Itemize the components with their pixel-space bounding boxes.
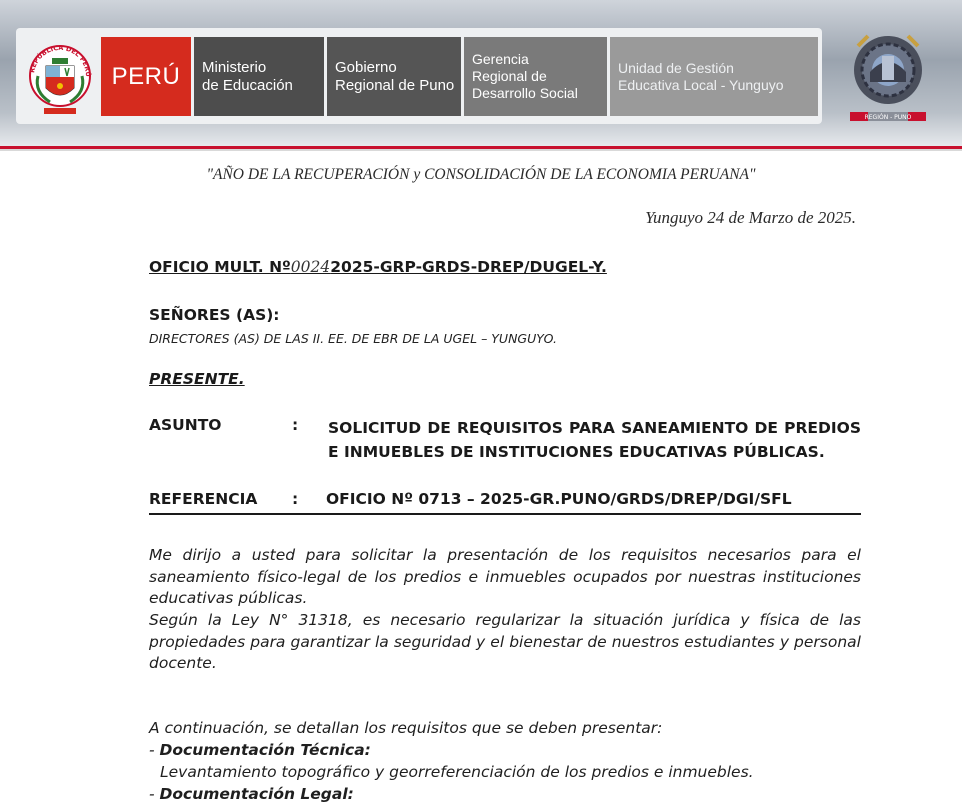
referencia-rule bbox=[149, 513, 861, 515]
oficio-suffix: 2025-GRP-GRDS-DREP/DUGEL-Y. bbox=[330, 258, 607, 276]
escudo-text: REPÚBLICA DEL PERÚ bbox=[28, 43, 93, 77]
referencia-text: OFICIO Nº 0713 – 2025-GR.PUNO/GRDS/DREP/DGI/SFL bbox=[326, 490, 792, 508]
presente-label: PRESENTE. bbox=[149, 370, 245, 388]
region-puno-logo-icon bbox=[840, 26, 936, 126]
ugel-box bbox=[610, 37, 818, 116]
ugel-line-1: Unidad de Gestión bbox=[618, 59, 734, 76]
ugel-line-2: Educativa Local - Yunguyo bbox=[618, 76, 784, 93]
minedu-line-1: Ministerio bbox=[202, 58, 267, 76]
peru-brand bbox=[101, 37, 191, 116]
minedu-box bbox=[194, 37, 324, 116]
gobierno-line-2: Regional de Puno bbox=[335, 76, 455, 94]
requirement-tecnica bbox=[149, 741, 371, 759]
oficio-handwritten-number: 0024 bbox=[290, 258, 331, 276]
gerencia-box bbox=[464, 37, 607, 116]
requirement-legal-title: Documentación Legal: bbox=[159, 785, 354, 803]
addressee-heading: SEÑORES (AS): bbox=[149, 306, 280, 324]
gerencia-line-1: Gerencia bbox=[472, 51, 529, 67]
referencia-label: REFERENCIA bbox=[149, 490, 258, 508]
region-label: REGIÓN - PUNO bbox=[864, 114, 912, 121]
asunto-colon: : bbox=[292, 416, 299, 434]
oficio-prefix: OFICIO MULT. Nº bbox=[149, 258, 291, 276]
body-paragraph-1: Me dirijo a usted para solicitar la presentación de los requisitos necesarios para el saneamiento físico-legal de los predios e inmuebles ocupados por nuestras instituciones educativas públicas. bbox=[149, 546, 861, 607]
list-dash: - bbox=[149, 741, 160, 759]
referencia-colon: : bbox=[292, 490, 299, 508]
body-paragraph-2: Según la Ley N° 31318, es necesario regularizar la situación jurídica y física de las propiedades para garantizar la seguridad y el bienestar de nuestros estudiantes y personal docente. bbox=[149, 611, 861, 672]
gerencia-line-2: Regional de bbox=[472, 68, 547, 84]
year-motto: "AÑO DE LA RECUPERACIÓN y CONSOLIDACIÓN DE LA ECONOMIA PERUANA" bbox=[206, 166, 756, 183]
requirement-legal bbox=[149, 785, 354, 803]
header-grey-rule bbox=[0, 149, 962, 151]
document-date: Yunguyo 24 de Marzo de 2025. bbox=[645, 208, 856, 227]
requirement-tecnica-detail: Levantamiento topográfico y georreferenciación de los predios e inmuebles. bbox=[160, 763, 754, 781]
asunto-text: SOLICITUD DE REQUISITOS PARA SANEAMIENTO DE PREDIOS E INMUEBLES DE INSTITUCIONES EDUCATIVAS PÚBLICAS. bbox=[328, 419, 861, 461]
addressee-detail: DIRECTORES (AS) DE LAS II. EE. DE EBR DE LA UGEL – YUNGUYO. bbox=[149, 331, 557, 346]
requirement-tecnica-title: Documentación Técnica: bbox=[159, 741, 371, 759]
minedu-line-2: de Educación bbox=[202, 76, 293, 94]
requirements-intro: A continuación, se detallan los requisitos que se deben presentar: bbox=[149, 719, 663, 737]
peru-label: PERÚ bbox=[111, 62, 181, 90]
oficio-number bbox=[149, 258, 607, 276]
asunto-label: ASUNTO bbox=[149, 416, 222, 434]
gobierno-regional-box bbox=[327, 37, 461, 116]
list-dash: - bbox=[149, 785, 160, 803]
coat-of-arms-icon bbox=[24, 36, 96, 120]
gobierno-line-1: Gobierno bbox=[335, 58, 397, 76]
gerencia-line-3: Desarrollo Social bbox=[472, 85, 578, 101]
